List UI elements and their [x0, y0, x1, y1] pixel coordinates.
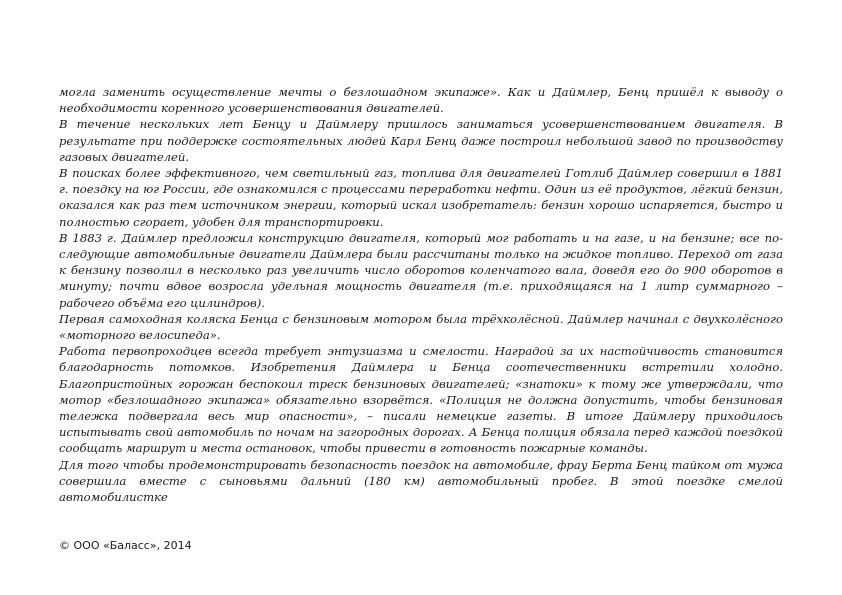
paragraph-2: В течение нескольких лет Бенцу и Даймлеру пришлось заниматься усовершенствованием двигателя. В результате при поддержке состоятельных людей Карл Бенц даже построил небольшой завод по производству газовых двигателей. [59, 117, 783, 164]
paragraph-7: Для того чтобы продемонстрировать безопасность поездок на автомобиле, фрау Берта Бенц тайком от мужа совершила вместе с сыновьями дальний (180 км) автомобильный пробег. В этой поездке смелой автомобилистке [59, 457, 783, 505]
paragraph-5: Первая самоходная коляска Бенца с бензиновым мотором была трёхколёсной. Даймлер начинал с двухколёсного «моторного велосипеда». [59, 311, 783, 343]
paragraph-4: В 1883 г. Даймлер предложил конструкцию двигателя, который мог работать и на газе, и на бензине; все последующие автомобильные двигатели Даймлера были рассчитаны только на жидкое топливо. Переход от газа к бензину позволил в несколько раз увеличить число оборотов коленчатого вала, доведя его до 900 оборотов в минуту; почти вдвое возросла удельная мощность двигателя (т.е. приходящаяся на 1 литр суммарного – рабочего объёма его цилиндров). [59, 230, 783, 310]
paragraph-6: Работа первопроходцев всегда требует энтузиазма и смелости. Наградой за их настойчивость становится благодарность потомков. Изобретения Даймлера и Бенца соотечественники встретили холодно. Благопристойных горожан беспокоил треск бензиновых двигателей; «знатоки» к тому же утверждали, что мотор «безлошадного экипажа» обязательно взорвётся. «Полиция не должна допустить, чтобы бензиновая тележка подвергала весь мир опасности», – писали немецкие газеты. В итоге Даймлеру приходилось испытывать свой автомобиль по ночам на загородных дорогах. А Бенца полиция обязала перед каждой поездкой сообщать маршрут и места остановок, чтобы привести в готовность пожарные команды. [59, 344, 783, 456]
copyright-footer: © ООО «Баласс», 2014 [59, 539, 192, 552]
paragraph-3: В поисках более эффективного, чем светильный газ, топлива для двигателей Готлиб Даймлер совершил в 1881 г. поездку на юг России, где ознакомился с процессами переработки нефти. Один из её продуктов, лёгкий бензин, оказался как раз тем источником энергии, который искал изобретатель: бензин хорошо испаряется, быстро и полностью сгорает, удобен для транспортировки. [59, 166, 783, 229]
document-body [59, 84, 783, 505]
paragraph-1: могла заменить осуществление мечты о безлошадном экипаже». Как и Даймлер, Бенц пришёл к выводу о необходимости коренного усовершенствования двигателей. [59, 85, 783, 116]
